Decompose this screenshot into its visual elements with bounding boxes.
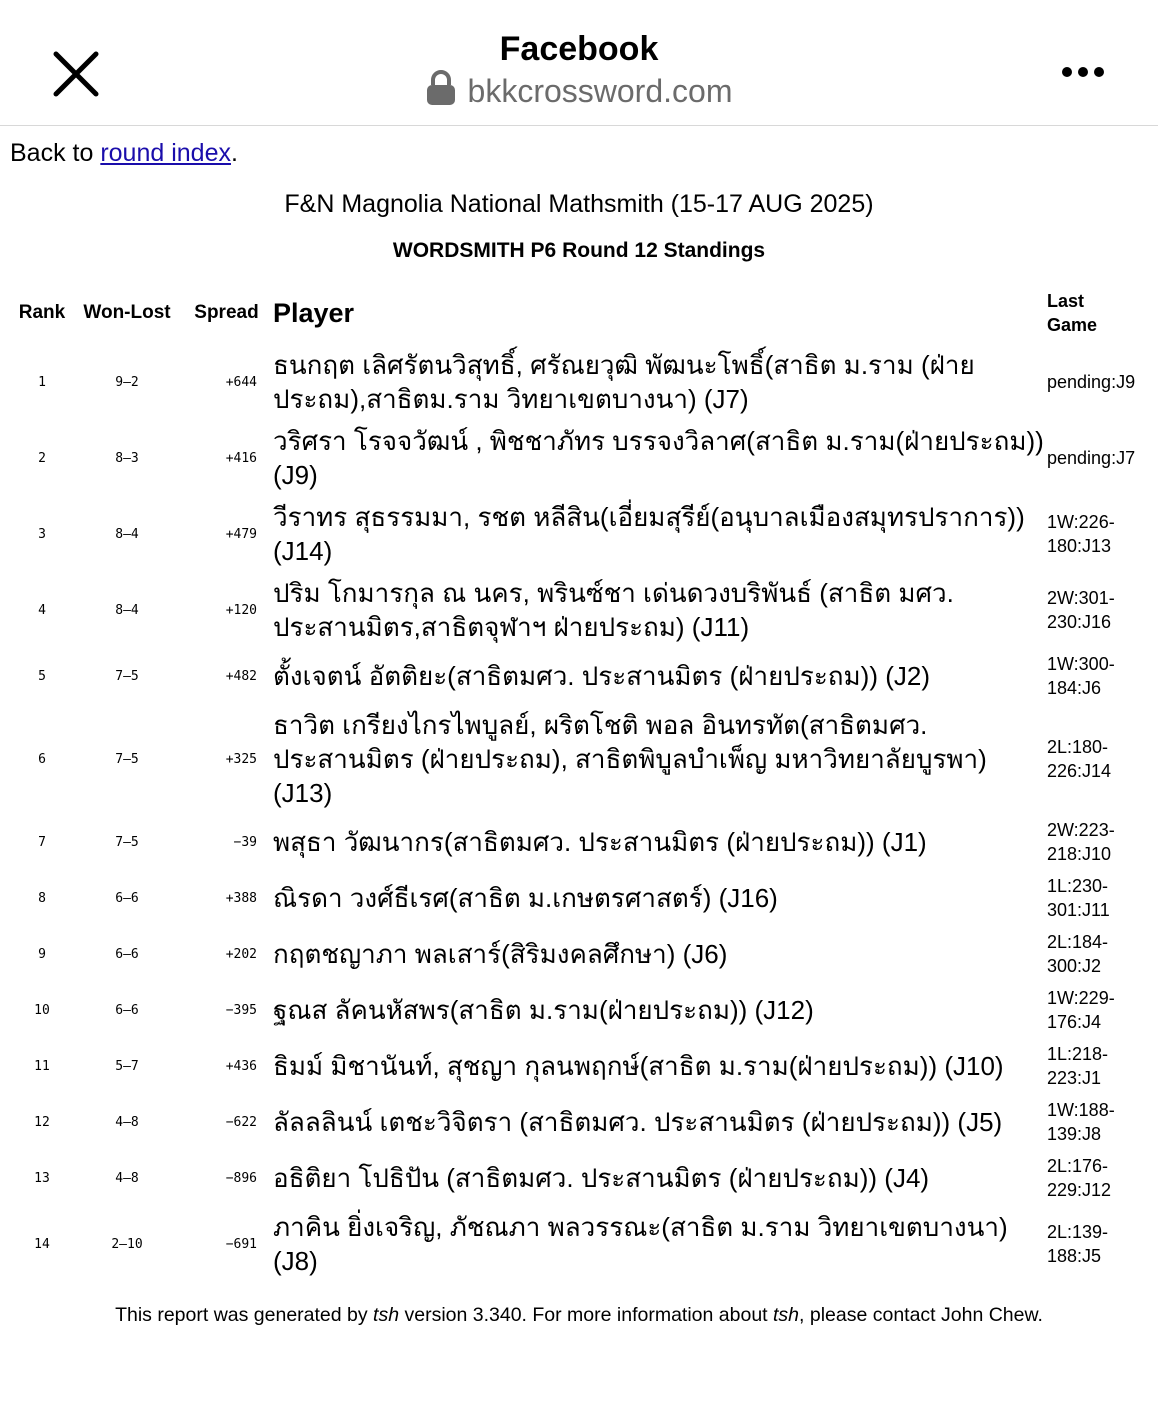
back-suffix: . [230, 139, 238, 167]
table-row [10, 1038, 1150, 1094]
won-lost-cell: 4–8 [115, 1170, 139, 1186]
rank-cell: 5 [38, 668, 46, 684]
rank-cell: 12 [34, 1114, 50, 1130]
spread-cell: +325 [225, 751, 257, 767]
url-bar[interactable] [0, 70, 1158, 111]
last-game-cell: 1W:300-184:J6 [1047, 654, 1115, 698]
last-game-cell: 1L:230-301:J11 [1047, 876, 1110, 920]
spread-cell: −691 [225, 1236, 257, 1252]
spread-cell: −896 [225, 1170, 257, 1186]
rank-cell: 11 [34, 1058, 50, 1074]
won-lost-header: Won-Lost [83, 302, 171, 323]
more-options-button[interactable] [1058, 60, 1108, 84]
standings-title: WORDSMITH P6 Round 12 Standings [392, 239, 766, 262]
table-row [10, 1094, 1150, 1150]
last-game-header-line1: Last [1047, 291, 1085, 311]
last-game-cell: 1W:226-180:J13 [1047, 512, 1115, 556]
table-row [10, 496, 1150, 572]
won-lost-cell: 4–8 [115, 1114, 139, 1130]
footer-part1: This report was generated by [115, 1304, 374, 1326]
last-game-cell: 1W:188-139:J8 [1047, 1100, 1115, 1144]
rank-cell: 10 [34, 1002, 50, 1018]
won-lost-cell: 6–6 [115, 946, 139, 962]
table-row [10, 344, 1150, 420]
spread-cell: +416 [225, 450, 257, 466]
table-header-row [10, 282, 1150, 344]
player-cell: ปริม โกมารกุล ณ นคร, พรินซ์ชา เด่นดวงบริพันธ์ (สาธิต มศว. ประสานมิตร,สาธิตจุฬาฯ ฝ่ายประถม) (J11) [273, 578, 954, 642]
won-lost-cell: 2–10 [111, 1236, 143, 1252]
browser-top-bar [0, 0, 1158, 126]
last-game-header [1047, 282, 1150, 344]
player-cell: พสุธา วัฒนากร(สาธิตมศว. ประสานมิตร (ฝ่ายประถม)) (J1) [273, 827, 927, 857]
spread-cell: +120 [225, 602, 257, 618]
rank-cell: 6 [38, 751, 46, 767]
player-header: Player [273, 297, 355, 328]
report-footer [10, 1304, 1148, 1327]
spread-cell: +388 [225, 890, 257, 906]
spread-cell: +644 [225, 374, 257, 390]
player-cell: ธนกฤต เลิศรัตนวิสุทธิ์, ศรัณยวุฒิ พัฒนะโพธิ์(สาธิต ม.ราม (ฝ่ายประถม),สาธิตม.ราม วิทยาเขตบางนา) (J7) [273, 350, 975, 414]
rank-cell: 14 [34, 1236, 50, 1252]
more-icon[interactable] [1058, 60, 1108, 84]
table-row [10, 420, 1150, 496]
table-row [10, 982, 1150, 1038]
player-cell: วริศรา โรจจวัฒน์ , พิชชาภัทร บรรจงวิลาศ(สาธิต ม.ราม(ฝ่ายประถม)) (J9) [273, 426, 1044, 490]
spread-cell: −395 [225, 1002, 257, 1018]
rank-cell: 4 [38, 602, 46, 618]
won-lost-cell: 7–5 [115, 668, 139, 684]
player-cell: ตั้งเจตน์ อัตติยะ(สาธิตมศว. ประสานมิตร (ฝ่ายประถม)) (J2) [273, 661, 930, 691]
won-lost-cell: 6–6 [115, 1002, 139, 1018]
table-row [10, 870, 1150, 926]
footer-part3: , please contact John Chew. [799, 1304, 1043, 1326]
player-cell: วีราทร สุธรรมมา, รชต หลีสิน(เอี่ยมสุรีย์(อนุบาลเมืองสมุทรปราการ)) (J14) [273, 502, 1025, 566]
footer-tsh-1: tsh [373, 1304, 400, 1326]
spread-cell: −622 [225, 1114, 257, 1130]
last-game-cell: pending:J9 [1047, 372, 1136, 392]
won-lost-cell: 7–5 [115, 834, 139, 850]
won-lost-cell: 7–5 [115, 751, 139, 767]
last-game-cell: 1W:229-176:J4 [1047, 988, 1115, 1032]
player-cell: ฐณส ลัคนหัสพร(สาธิต ม.ราม(ฝ่ายประถม)) (J12) [273, 995, 814, 1025]
table-row [10, 704, 1150, 814]
last-game-cell: 1L:218-223:J1 [1047, 1044, 1109, 1088]
last-game-cell: 2W:301-230:J16 [1047, 588, 1115, 632]
won-lost-cell: 6–6 [115, 890, 139, 906]
rank-cell: 8 [38, 890, 46, 906]
player-cell: ณิรดา วงศ์ธีเรศ(สาธิต ม.เกษตรศาสตร์) (J16) [273, 883, 778, 913]
rank-cell: 13 [34, 1170, 50, 1186]
spread-cell: +482 [225, 668, 257, 684]
last-game-cell: 2L:176-229:J12 [1047, 1156, 1112, 1200]
table-row [10, 926, 1150, 982]
footer-part2: version 3.340. For more information about [399, 1304, 773, 1326]
rank-cell: 7 [38, 834, 46, 850]
spread-cell: −39 [233, 834, 257, 850]
table-row [10, 1206, 1150, 1282]
last-game-header-line2: Game [1047, 315, 1098, 335]
url-text: bkkcrossword.com [467, 73, 733, 109]
browser-title: Facebook [499, 30, 659, 68]
table-row [10, 1150, 1150, 1206]
spread-cell: +479 [225, 526, 257, 542]
last-game-cell: pending:J7 [1047, 448, 1136, 468]
last-game-cell: 2W:223-218:J10 [1047, 820, 1115, 864]
table-row [10, 814, 1150, 870]
last-game-cell: 2L:184-300:J2 [1047, 932, 1109, 976]
spread-cell: +202 [225, 946, 257, 962]
table-row [10, 648, 1150, 704]
event-title: F&N Magnolia National Mathsmith (15-17 AUG 2025) [284, 190, 874, 218]
player-cell: ภาคิน ยิ่งเจริญ, ภัชณภา พลวรรณะ(สาธิต ม.ราม วิทยาเขตบางนา) (J8) [273, 1212, 1008, 1276]
spread-header: Spread [194, 302, 259, 323]
last-game-cell: 2L:180-226:J14 [1047, 737, 1112, 781]
won-lost-cell: 9–2 [115, 374, 139, 390]
player-cell: ธิมม์ มิชานันท์, สุชญา กุลนพฤกษ์(สาธิต ม.ราม(ฝ่ายประถม)) (J10) [273, 1051, 1004, 1081]
back-line [10, 138, 1148, 168]
footer-tsh-2: tsh [773, 1304, 800, 1326]
rank-header: Rank [18, 302, 66, 323]
round-index-link[interactable]: round index [100, 139, 231, 167]
rank-cell: 9 [38, 946, 46, 962]
player-cell: อธิติยา โปธิปัน (สาธิตมศว. ประสานมิตร (ฝ่ายประถม)) (J4) [273, 1163, 930, 1193]
won-lost-cell: 8–4 [115, 526, 139, 542]
table-row [10, 572, 1150, 648]
standings-table [10, 282, 1150, 1282]
rank-cell: 1 [38, 374, 46, 390]
won-lost-cell: 8–4 [115, 602, 139, 618]
player-cell: ลัลลลินน์ เตชะวิจิตรา (สาธิตมศว. ประสานมิตร (ฝ่ายประถม)) (J5) [273, 1107, 1003, 1137]
rank-cell: 3 [38, 526, 46, 542]
page-content [0, 138, 1158, 1327]
won-lost-cell: 5–7 [115, 1058, 139, 1074]
player-cell: ธาวิต เกรียงไกรไพบูลย์, ผริตโชติ พอล อินทรทัต(สาธิตมศว. ประสานมิตร (ฝ่ายประถม), สาธิตพิบูลบำเพ็ญ มหาวิทยาลัยบูรพา) (J13) [273, 710, 987, 808]
player-cell: กฤตชญาภา พลเสาร์(สิริมงคลศึกษา) (J6) [273, 939, 728, 969]
spread-cell: +436 [225, 1058, 257, 1074]
back-prefix: Back to [10, 139, 101, 167]
won-lost-cell: 8–3 [115, 450, 139, 466]
rank-cell: 2 [38, 450, 46, 466]
last-game-cell: 2L:139-188:J5 [1047, 1222, 1109, 1266]
lock-icon [426, 70, 456, 106]
